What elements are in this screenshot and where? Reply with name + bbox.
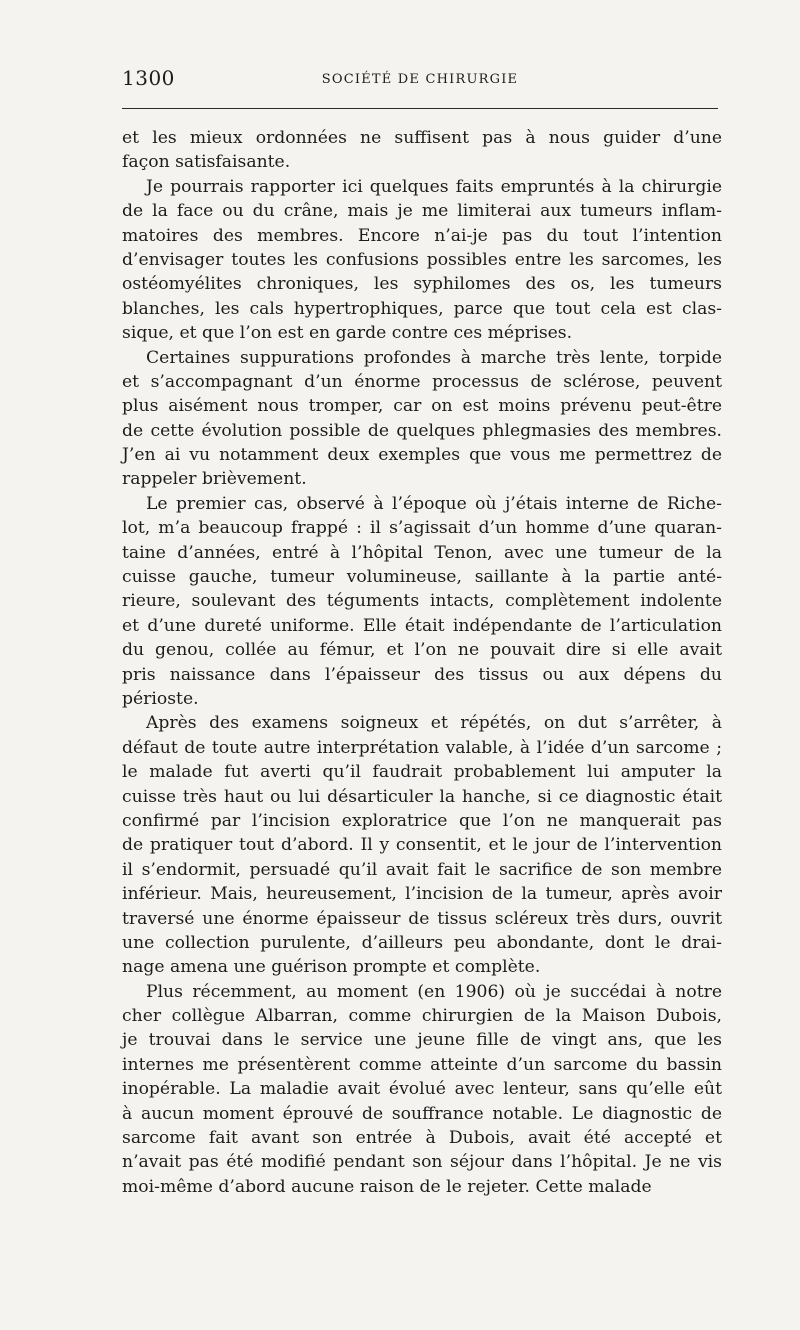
text-line: cher collègue Albarran, comme chirurgien de la Maison Dubois, xyxy=(122,1006,722,1027)
text-line: taine d’années, entré à l’hôpital Tenon, avec une tumeur de la xyxy=(122,542,722,563)
paragraph xyxy=(122,175,722,346)
text-line: d’envisager toutes les confusions possibles entre les sarcomes, les xyxy=(122,249,722,270)
text-line: et les mieux ordonnées ne suffisent pas à nous guider d’une xyxy=(122,128,722,148)
text-line: moi-même d’abord aucune raison de le rejeter. Cette malade xyxy=(122,1176,652,1197)
paragraph xyxy=(122,346,722,492)
text-line: blanches, les cals hypertrophiques, parce que tout cela est clas- xyxy=(122,298,722,319)
running-head: SOCIÉTÉ DE CHIRURGIE xyxy=(321,72,519,87)
text-line: il s’endormit, persuadé qu’il avait fait le sacrifice de son membre xyxy=(122,859,722,880)
paragraph xyxy=(122,492,722,712)
text-line: sique, et que l’on est en garde contre ces méprises. xyxy=(122,323,573,344)
text-line: Le premier cas, observé à l’époque où j’étais interne de Riche- xyxy=(146,493,722,514)
text-line: une collection purulente, d’ailleurs peu abondante, dont le drai- xyxy=(122,932,722,953)
text-line: Certaines suppurations profondes à marche très lente, torpide xyxy=(146,347,722,368)
text-line: de pratiquer tout d’abord. Il y consentit, et le jour de l’intervention xyxy=(122,835,722,856)
paragraph xyxy=(122,126,722,175)
page-header xyxy=(122,66,718,98)
text-line: inopérable. La maladie avait évolué avec lenteur, sans qu’elle eût xyxy=(122,1079,722,1100)
text-line: Je pourrais rapporter ici quelques faits empruntés à la chirurgie xyxy=(146,176,722,197)
text-line: le malade fut averti qu’il faudrait probablement lui amputer la xyxy=(122,762,722,783)
text-line: n’avait pas été modifié pendant son séjour dans l’hôpital. Je ne vis xyxy=(122,1152,722,1173)
text-line: périoste. xyxy=(122,688,199,709)
text-line: internes me présentèrent comme atteinte d’un sarcome du bassin xyxy=(122,1054,722,1075)
text-line: Plus récemment, au moment (en 1906) où je succédai à notre xyxy=(146,981,722,1002)
text-line: Après des examens soigneux et répétés, on dut s’arrêter, à xyxy=(146,713,722,734)
text-line: cuisse gauche, tumeur volumineuse, saillante à la partie anté- xyxy=(122,567,722,588)
text-line: défaut de toute autre interprétation valable, à l’idée d’un sarcome ; xyxy=(122,737,722,758)
text-line: J’en ai vu notamment deux exemples que vous me permettrez de xyxy=(122,445,722,466)
text-line: de la face ou du crâne, mais je me limiterai aux tumeurs inflam- xyxy=(122,201,722,222)
text-line: traversé une énorme épaisseur de tissus scléreux très durs, ouvrit xyxy=(122,908,722,929)
text-line: de cette évolution possible de quelques phlegmasies des membres. xyxy=(122,420,722,441)
text-line: du genou, collée au fémur, et l’on ne pouvait dire si elle avait xyxy=(122,640,722,661)
paragraph xyxy=(122,711,722,979)
text-line: rieure, soulevant des téguments intacts, complètement indolente xyxy=(122,591,722,612)
text-line: à aucun moment éprouvé de souffrance notable. Le diagnostic de xyxy=(122,1103,722,1124)
text-line: pris naissance dans l’épaisseur des tissus ou aux dépens du xyxy=(122,664,722,685)
text-line: je trouvai dans le service une jeune fille de vingt ans, que les xyxy=(122,1030,722,1051)
text-line: et s’accompagnant d’un énorme processus de sclérose, peuvent xyxy=(122,371,722,392)
header-rule xyxy=(122,108,718,109)
paragraph xyxy=(122,980,722,1200)
text-line: inférieur. Mais, heureusement, l’incision de la tumeur, après avoir xyxy=(122,884,722,905)
text-line: matoires des membres. Encore n’ai-je pas du tout l’intention xyxy=(122,225,722,246)
text-line: cuisse très haut ou lui désarticuler la hanche, si ce diagnostic était xyxy=(122,786,722,807)
text-line: ostéomyélites chroniques, les syphilomes des os, les tumeurs xyxy=(122,274,722,295)
text-line: nage amena une guérison prompte et complète. xyxy=(122,957,541,978)
body-text xyxy=(122,126,722,1199)
text-line: lot, m’a beaucoup frappé : il s’agissait d’un homme d’une quaran- xyxy=(122,518,722,539)
text-line: rappeler brièvement. xyxy=(122,469,307,490)
text-line: sarcome fait avant son entrée à Dubois, avait été accepté et xyxy=(122,1128,722,1149)
page-number: 1300 xyxy=(122,66,175,90)
text-line: façon satisfaisante. xyxy=(122,152,291,173)
text-line: plus aisément nous tromper, car on est moins prévenu peut-être xyxy=(122,396,722,417)
text-line: et d’une dureté uniforme. Elle était indépendante de l’articulation xyxy=(122,615,722,636)
text-line: confirmé par l’incision exploratrice que l’on ne manquerait pas xyxy=(122,810,722,831)
